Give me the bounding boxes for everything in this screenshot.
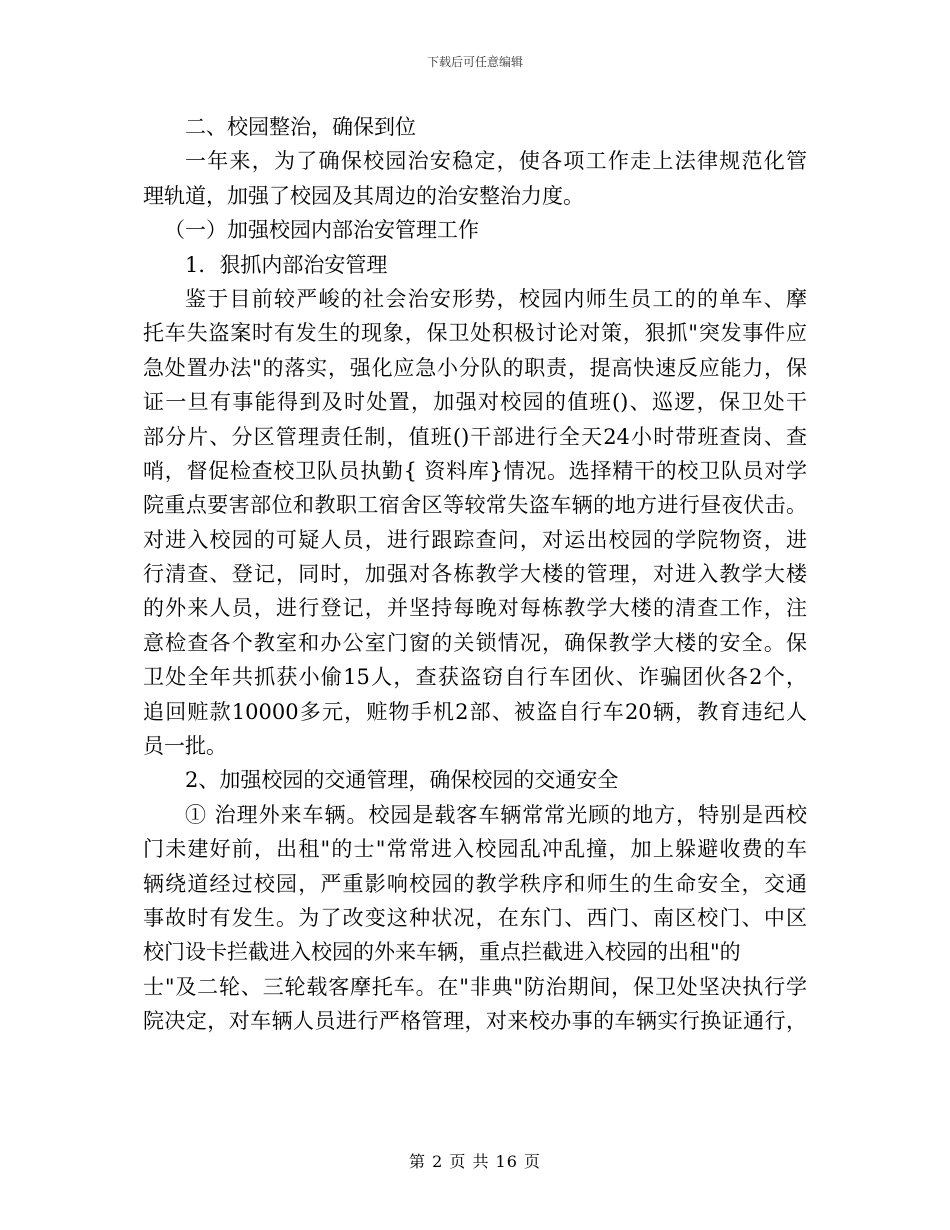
- page-header: 下载后可任意编辑: [426, 55, 523, 69]
- paragraph-line: 卫处全年共抓获小偷15人，查获盗窃自行车团伙、诈骗团伙各2个，: [143, 665, 807, 690]
- paragraph-line: 士"及二轮、三轮载客摩托车。在"非典"防治期间，保卫处坚决执行学: [143, 974, 807, 999]
- section-heading: 二、校园整治，确保到位: [185, 115, 416, 139]
- paragraph-line: 的外来人员，进行登记，并坚持每晚对每栋教学大楼的清查工作，注: [143, 596, 807, 621]
- paragraph-line: 门未建好前，出租"的士"常常进入校园乱冲乱撞，加上躲避收费的车: [143, 837, 807, 862]
- paragraph-line: 事故时有发生。为了改变这种状况，在东门、西门、南区校门、中区: [143, 905, 807, 930]
- paragraph-line: 哨，督促检查校卫队员执勤{ 资料库}情况。选择精干的校卫队员对学: [143, 458, 807, 483]
- paragraph-line: 行清查、登记，同时，加强对各栋教学大楼的管理，对进入教学大楼: [143, 562, 807, 587]
- page-footer: 第 2 页 共 16 页: [409, 1152, 541, 1171]
- subsection-heading: （一）加强校园内部治安管理工作: [164, 218, 479, 243]
- paragraph-line: 证一旦有事能得到及时处置，加强对校园的值班()、巡逻，保卫处干: [143, 390, 807, 415]
- paragraph-line: 院决定，对车辆人员进行严格管理，对来校办事的车辆实行换证通行，: [143, 1009, 807, 1034]
- paragraph-line: 员一批。: [143, 734, 227, 759]
- paragraph-line: 理轨道，加强了校园及其周边的治安整治力度。: [143, 183, 584, 208]
- paragraph-line: 急处置办法"的落实，强化应急小分队的职责，提高快速反应能力，保: [143, 355, 807, 380]
- document-body: [143, 110, 807, 1039]
- paragraph-line: 意检查各个教室和办公室门窗的关锁情况，确保教学大楼的安全。保: [143, 630, 807, 655]
- paragraph-line: 追回赃款10000多元，赃物手机2部、被盗自行车20辆，教育违纪人: [143, 699, 807, 724]
- paragraph-line: 对进入校园的可疑人员，进行跟踪查问，对运出校园的学院物资，进: [143, 527, 807, 552]
- paragraph-line: 一年来，为了确保校园治安稳定，使各项工作走上法律规范化管: [185, 149, 807, 174]
- item-heading: 2、加强校园的交通管理，确保校园的交通安全: [185, 768, 619, 793]
- paragraph-line: ① 治理外来车辆。校园是载客车辆常常光顾的地方，特别是西校: [185, 802, 807, 827]
- paragraph-line: 校门设卡拦截进入校园的外来车辆，重点拦截进入校园的出租"的: [143, 940, 741, 965]
- paragraph-line: 托车失盗案时有发生的现象，保卫处积极讨论对策，狠抓"突发事件应: [143, 321, 807, 346]
- paragraph-line: 鉴于目前较严峻的社会治安形势，校园内师生员工的的单车、摩: [185, 286, 807, 311]
- paragraph-line: 院重点要害部位和教职工宿舍区等较常失盗车辆的地方进行昼夜伏击。: [143, 493, 807, 518]
- item-heading: 1．狠抓内部治安管理: [185, 252, 388, 277]
- paragraph-line: 部分片、分区管理责任制，值班()干部进行全天24小时带班查岗、查: [143, 424, 807, 449]
- paragraph-line: 辆绕道经过校园，严重影响校园的教学秩序和师生的生命安全，交通: [143, 871, 807, 896]
